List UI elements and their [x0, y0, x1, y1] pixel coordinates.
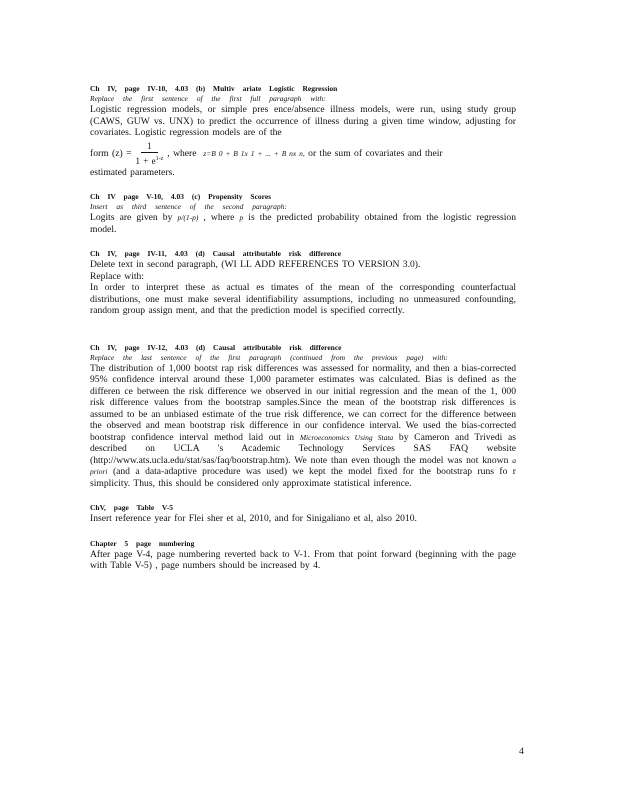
section-instruction: Replace the last sentence of the first paragraph (continued from the previous page) with:: [90, 352, 448, 362]
body-paragraph: In order to interpret these as actual es timates of the mean of the corresponding counterfactual distributions, one must make several identifiability assumptions, including no unmeasured confounding, random group assign ment, and that the prediction model is specified correctly.: [90, 282, 516, 316]
body-tail: estimated parameters.: [90, 166, 175, 178]
section-causal-risk-iv12: [90, 343, 516, 490]
section-instruction: Insert as third sentence of the second paragraph:: [90, 202, 287, 211]
section-propensity-scores: [90, 192, 516, 235]
formula-numerator: 1: [141, 141, 158, 153]
section-body: [90, 104, 516, 178]
formula-fraction: [136, 141, 164, 167]
formula-where: , where: [167, 147, 197, 159]
page-number: 4: [519, 746, 524, 757]
section-heading: Ch IV, page IV-10, 4.03 (b) Multiv ariate Logistic Regression: [90, 84, 338, 93]
section-causal-risk-iv11: [90, 249, 516, 317]
section-body: [90, 259, 516, 317]
formula-expression: z=B 0 + B 1x 1 + ... + B nx n,: [203, 148, 305, 158]
formula-lhs: form (z) =: [90, 147, 132, 159]
section-body: [90, 549, 516, 572]
section-heading: Chapter 5 page numbering: [90, 538, 195, 548]
body-paragraph: The distribution of 1,000 bootst rap risk differences was assessed for normality, and then a bias-corrected 95% confidence interval around these 1,000 parameter estimates was calculated. Bias is defined as the differen ce between the risk difference we observed in our initial regression and the mean of the 1, 000 risk difference values from the bootstrap samples.Since the mean of the bootstrap risk differences is assumed to be an unbiased estimate of the true risk difference, we can correct for the difference between the observed and mean bootstrap risk difference in our confidence interval. We used the bias-corrected bootstrap confidence interval method laid out in Microeconomics Using Stata by Cameron and Trivedi as described on UCLA 's Academic Technology Services SAS FAQ website (http://www.ats.ucla.edu/stat/sas/faq/bootstrap.htm). We note than even though the model was not known a priori (and a data-adaptive procedure was used) we kept the model fixed for the bootstrap runs fo r simplicity. Thus, this should be considered only approximate statistical inference.: [90, 362, 516, 489]
section-instruction: Replace the first sentence of the first full paragraph with:: [90, 94, 326, 103]
formula-rest: or the sum of covariates and their: [308, 147, 443, 159]
formula-exponent: 1-z: [155, 155, 164, 162]
section-body: [90, 212, 516, 235]
body-paragraph: After page V-4, page numbering reverted back to V-1. From that point forward (beginning with the page with Table V-5) , page numbers should be increased by 4.: [90, 548, 516, 571]
body-paragraph: Insert reference year for Flei sher et al, 2010, and for Sinigaliano et al, also 2010.: [90, 513, 417, 524]
section-heading: Ch IV page V-10, 4.03 (c) Propensity Scores: [90, 192, 272, 201]
section-page-numbering: [90, 539, 516, 572]
logistic-formula: [90, 141, 516, 167]
formula-denominator: $1 + e^{1-z}$: [135, 155, 164, 166]
section-heading: Ch IV, page IV-12, 4.03 (d) Causal attributable risk difference: [90, 342, 342, 352]
body-paragraph: Logits are given by p/(1-p) , where p is the predicted probability obtained from the logistic regression model.: [90, 212, 516, 235]
body-paragraph: Logistic regression models, or simple pres ence/absence illness models, were run, using study group (CAWS, GUW vs. UNX) to predict the occurrence of illness during a given time window, adjusting for covariates. Logistic regression models are of the: [90, 104, 516, 138]
section-heading: ChV, page Table V-5: [90, 503, 174, 512]
body-line: Replace with:: [90, 270, 145, 282]
body-line: Delete text in second paragraph, (WI LL ADD REFERENCES TO VERSION 3.0).: [90, 259, 421, 270]
section-table-v5: [90, 503, 516, 525]
section-heading: Ch IV, page IV-11, 4.03 (d) Causal attributable risk difference: [90, 249, 342, 258]
document-page: [90, 84, 516, 586]
section-body: [90, 513, 516, 525]
section-body: [90, 363, 516, 490]
section-logistic-regression: [90, 84, 516, 178]
